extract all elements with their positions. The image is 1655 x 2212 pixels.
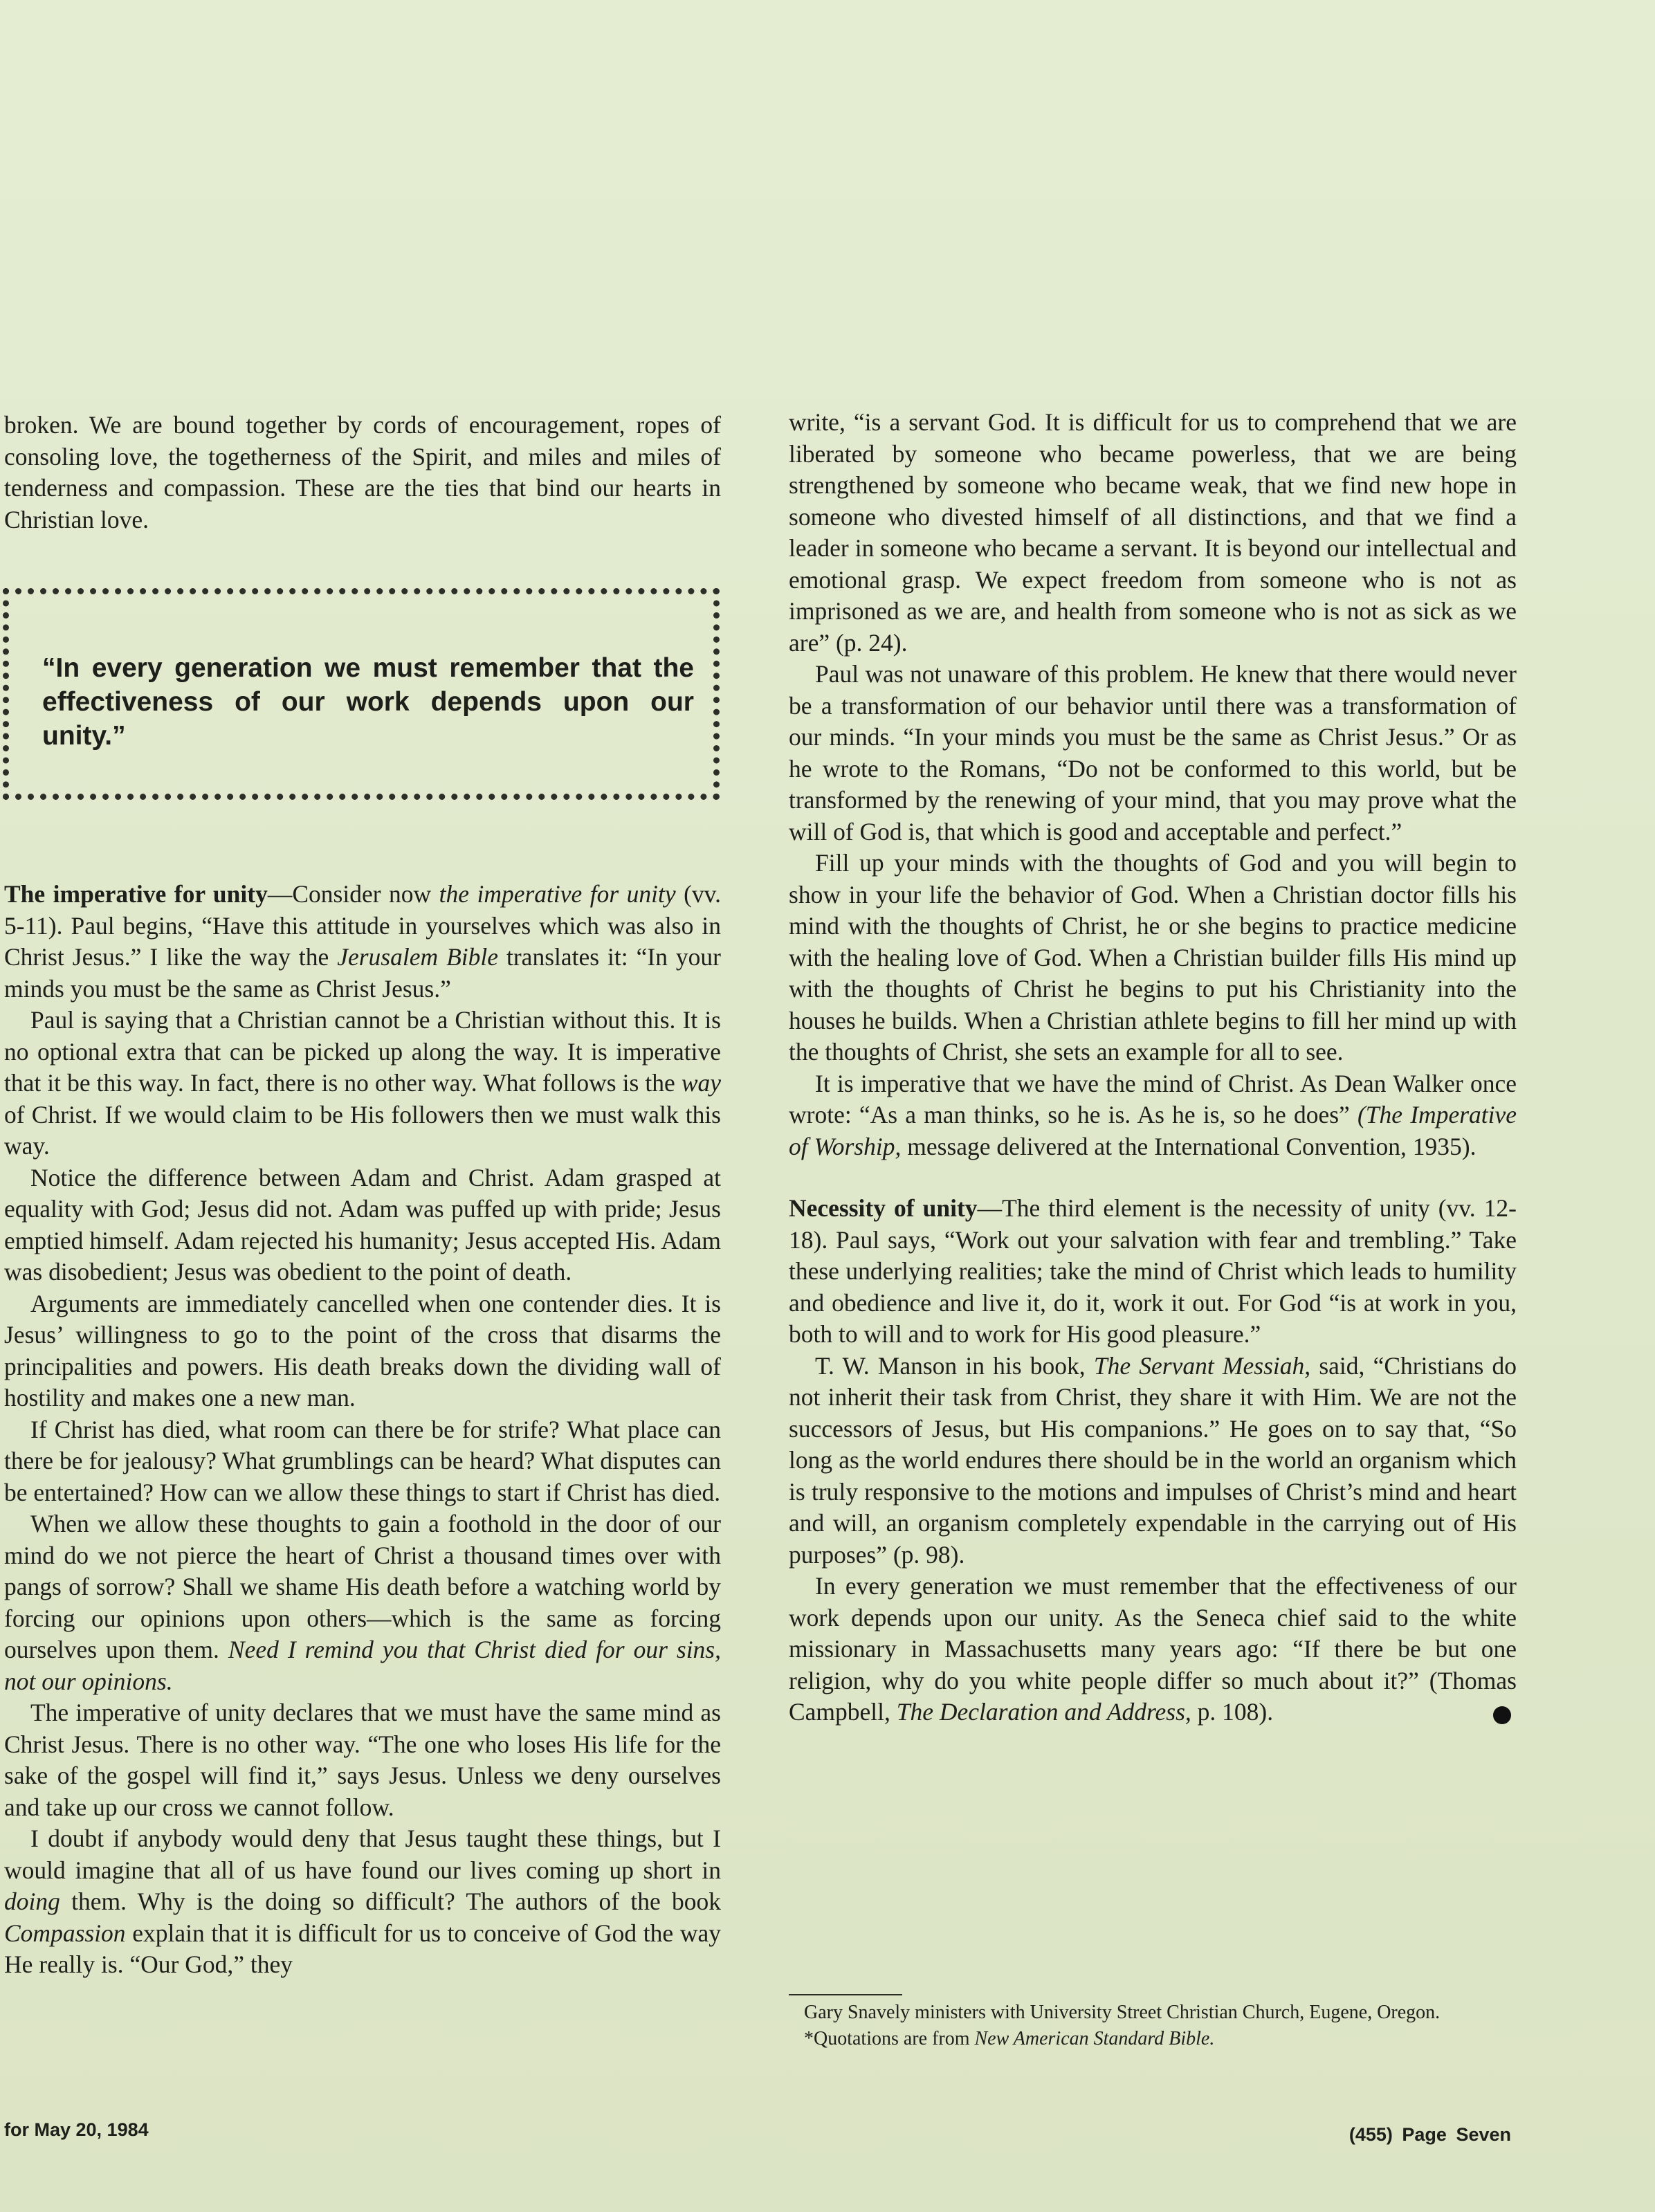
paragraph-imperative-mind: It is imperative that we have the mind of Christ. As Dean Walker once wrote: “As a man thinks, so he is. As he is, so he does” (The Imperative of Worship, message delivered at the International Convention, 1935). [789, 1069, 1517, 1160]
paragraph-every-generation: In every generation we must remember that the effectiveness of our work depends upon our unity. As the Seneca chief said to the white missionary in Massachusetts many years ago: “If there be but one religion, why do you white people differ so much about it?” (Thomas Campbell, The Declaration and Address, p. 108). [789, 1572, 1517, 1726]
paragraph-paul: Paul is saying that a Christian cannot be a Christian without this. It is no optional extra that can be picked up along the way. It is imperative that it be this way. In fact, there is no other way. What follows is the way of Christ. If we would claim to be His followers then we must walk this way. [4, 1006, 721, 1160]
paragraph-when: When we allow these thoughts to gain a foothold in the door of our mind do we not pierce the heart of Christ a thousand times over with pangs of sorrow? Shall we shame His death before a watching world by forcing our opinions upon others—which is the same as forcing ourselves upon them. Need I remind you that Christ died for our sins, not our opinions. [4, 1510, 721, 1695]
pull-quote-text: “In every generation we must remember that the effectiveness of our work depends upon our unity.” [42, 653, 694, 751]
paragraph-manson: T. W. Manson in his book, The Servant Messiah, said, “Christians do not inherit their task from Christ, they share it with Him. We are not the successors of Jesus, but His companions.” He goes on to say that, “So long as the world endures there should be in the world an organism which is truly responsive to the motions and impulses of Christ’s mind and heart and will, an organism completely expendable in the carrying out of His purposes” (p. 98). [789, 1351, 1517, 1569]
footnote-divider [789, 1994, 902, 1995]
author-bio: Gary Snavely ministers with University Street Christian Church, Eugene, Oregon. [804, 2002, 1441, 2023]
issue-date: for May 20, 1984 [4, 2119, 149, 2140]
section-heading-necessity: Necessity of unity [789, 1194, 978, 1222]
paragraph-the: The imperative of unity declares that we must have the same mind as Christ Jesus. There is no other way. “The one who loses His life for the sake of the gospel will find it,” says Jesus. Unless we deny ourselves and take up our cross we cannot follow. [4, 1699, 721, 1821]
paragraph-arguments: Arguments are immediately cancelled when one contender dies. It is Jesus’ willingness to go to the point of the cross that disarms the principalities and powers. His death breaks down the dividing wall of hostility and makes one a new man. [4, 1289, 721, 1411]
paragraph-notice: Notice the difference between Adam and Christ. Adam grasped at equality with God; Jesus did not. Adam was puffed up with pride; Jesus emptied himself. Adam rejected his humanity; Jesus accepted His. Adam was disobedient; Jesus was obedient to the point of death. [4, 1163, 721, 1286]
right-column [789, 407, 1517, 1728]
paragraph-if: If Christ has died, what room can there be for strife? What place can there be for jealousy? What grumblings can be heard? What disputes can be entertained? How can we allow these things to start if Christ has died. [4, 1415, 721, 1506]
page-number: (455) Page Seven [1348, 2124, 1511, 2145]
paragraph-paul-unaware: Paul was not unaware of this problem. He knew that there would never be a transformation of our behavior until there was a transformation of our minds. “In your minds you must be the same as Christ Jesus.” Or as he wrote to the Romans, “Do not be conformed to this world, but be transformed by the renewing of your mind, that you may prove what the will of God is, that which is good and acceptable and perfect.” [789, 660, 1517, 846]
quotation-note: *Quotations are from New American Standard Bible. [804, 2028, 1215, 2049]
paragraph-fill: Fill up your minds with the thoughts of God and you will begin to show in your life the behavior of God. When a Christian doctor fills his mind with the thoughts of Christ, he or she begins to practice medicine with the healing love of God. When a Christian builder fills His mind up with the thoughts of Christ he begins to put his Christianity into the houses he builds. When a Christian athlete begins to fill her mind up with the thoughts of Christ, she sets an example for all to see. [789, 849, 1517, 1066]
paragraph-imperative: The imperative for unity—Consider now the imperative for unity (vv. 5-11). Paul begins, “Have this attitude in yourselves which was also in Christ Jesus.” I like the way the Jerusalem Bible translates it: “In your minds you must be the same as Christ Jesus.” [4, 880, 722, 1003]
paragraph-write: write, “is a servant God. It is difficult for us to comprehend that we are liberated by someone who became powerless, that we are being strengthened by someone who became weak, that we find new hope in someone who divested himself of all distinctions, and that we find a leader in someone who became a servant. It is beyond our intellectual and emotional grasp. We expect freedom from someone who is not as imprisoned as we are, and health from someone who is not as sick as we are” (p. 24). [789, 408, 1517, 657]
pull-quote-box [3, 588, 720, 800]
footnotes [785, 2000, 1518, 2052]
paragraph-necessity: Necessity of unity—The third element is the necessity of unity (vv. 12-18). Paul says, “Work out your salvation with fear and trembling.” Take these underlying realities; take the mind of Christ which leads to humility and obedience and live it, do it, work it out. For God “is at work in you, both to will and to work for His good pleasure.” [789, 1194, 1517, 1348]
end-of-article-bullet-icon [1493, 1706, 1511, 1724]
section-heading-imperative: The imperative for unity [4, 880, 268, 908]
paragraph-doubt: I doubt if anybody would deny that Jesus taught these things, but I would imagine that all of us have found our lives coming up short in doing them. Why is the doing so difficult? The authors of the book Compassion explain that it is difficult for us to conceive of God the way He really is. “Our God,” they [4, 1825, 721, 1978]
paragraph-opening: broken. We are bound together by cords of encouragement, ropes of consoling love, the togetherness of the Spirit, and miles and miles of tenderness and compassion. These are the ties that bind our hearts in Christian love. [4, 411, 721, 533]
top-blank-margin [0, 0, 1655, 394]
